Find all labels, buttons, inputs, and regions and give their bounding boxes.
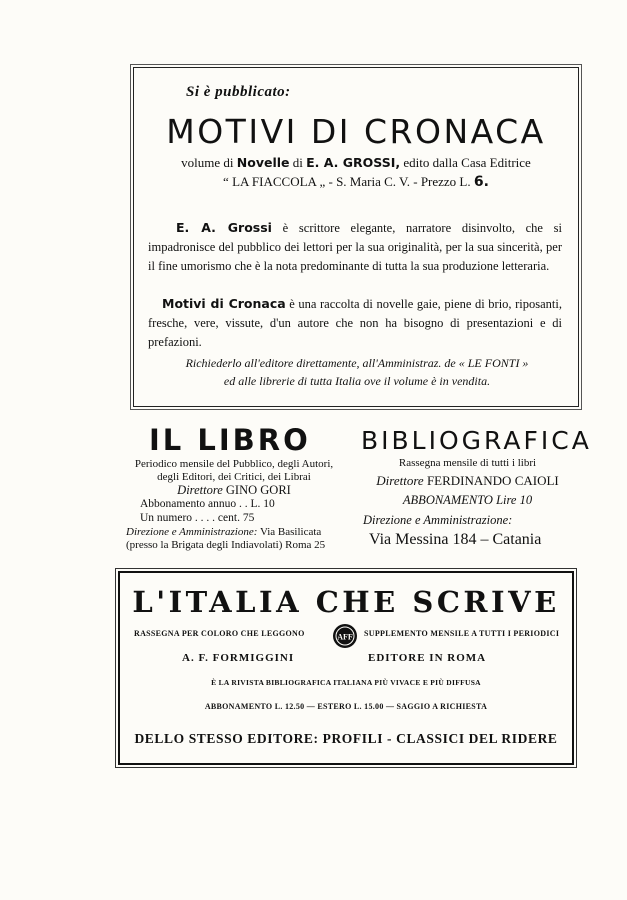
italia-title: L'ITALIA CHE SCRIVE bbox=[132, 585, 560, 619]
numero-row bbox=[140, 512, 254, 524]
numero-label: Un numero . . . . cent. bbox=[140, 512, 240, 524]
kicker: Si è pubblicato: bbox=[186, 84, 291, 100]
author-name: E. A. GROSSI, bbox=[306, 155, 401, 170]
bibliografica-title: BIBLIOGRAFICA bbox=[361, 426, 592, 455]
italia-che-scrive-advert bbox=[118, 571, 574, 765]
para1-text: è scrittore elegante, narratore disinvolto, che si impadronisce del pubblico dei lettori per la sua originalità, per la sua sincerità, per il fine umorismo che è la nota predominante di tutta la sua produzione letteraria. bbox=[148, 221, 563, 273]
closing-line-2: ed alle librerie di tutta Italia ove il volume è in vendita. bbox=[223, 374, 491, 388]
book-line-2 bbox=[134, 174, 578, 190]
para1-name: E. A. Grossi bbox=[176, 220, 272, 235]
bib-director-name: FERDINANDO CAIOLI bbox=[426, 473, 559, 488]
director-label: Direttore bbox=[177, 483, 223, 497]
bibliografica-subtitle: Rassegna mensile di tutti i libri bbox=[398, 457, 537, 469]
left-tagline: RASSEGNA PER COLORO CHE LEGGONO bbox=[134, 629, 305, 638]
editor-name: A. F. FORMIGGINI bbox=[182, 652, 295, 664]
right-tagline: SUPPLEMENTO MENSILE A TUTTI I PERIODICI bbox=[364, 629, 560, 638]
motivi-advert bbox=[133, 67, 579, 407]
abbonamento-value: 10 bbox=[263, 498, 275, 510]
bib-director-label: Direttore bbox=[376, 473, 424, 488]
paragraph-1 bbox=[148, 218, 562, 276]
abbonamento-label: Abbonamento annuo . . L. bbox=[140, 498, 261, 510]
book-title: MOTIVI DI CRONACA bbox=[166, 112, 546, 151]
publisher-line: “ LA FIACCOLA „ - S. Maria C. V. - Prezzo L. bbox=[223, 174, 471, 189]
formiggini-logo-icon bbox=[332, 623, 358, 649]
rivista-description: È LA RIVISTA BIBLIOGRAFICA ITALIANA PIÙ VIVACE E PIÙ DIFFUSA bbox=[211, 678, 481, 687]
editor-place: EDITORE IN ROMA bbox=[368, 652, 487, 664]
direzione-row bbox=[126, 526, 321, 538]
bibliografica-direzione: Direzione e Amministrazione: bbox=[363, 513, 513, 527]
il-libro-title: IL LIBRO bbox=[149, 423, 311, 457]
line1-novelle: Novelle bbox=[236, 155, 290, 170]
director-name: GINO GORI bbox=[225, 483, 291, 497]
il-libro-subtitle-1: Periodico mensile del Pubblico, degli Autori, bbox=[134, 458, 334, 470]
numero-value: 75 bbox=[242, 512, 255, 524]
line1-di: di bbox=[292, 155, 303, 170]
presso-row: (presso la Brigata degli Indiavolati) Roma 25 bbox=[126, 539, 326, 551]
prices-line: ABBONAMENTO L. 12.50 — ESTERO L. 15.00 — SAGGIO A RICHIESTA bbox=[204, 702, 488, 711]
bibliografica-director bbox=[355, 473, 580, 489]
paragraph-2 bbox=[148, 294, 562, 352]
bibliografica-abbonamento: ABBONAMENTO Lire 10 bbox=[402, 493, 533, 507]
line1-pre: volume di bbox=[181, 155, 234, 170]
il-libro-advert bbox=[118, 420, 350, 550]
direzione-label: Direzione e Amministrazione: bbox=[126, 526, 258, 538]
il-libro-director bbox=[118, 483, 350, 498]
para2-name: Motivi di Cronaca bbox=[162, 296, 286, 311]
price-value: 6. bbox=[473, 174, 489, 190]
para2-text: è una raccolta di novelle gaie, piene di brio, riposanti, fresche, vere, vissute, d'un autore che non ha bisogno di presentazioni e di prefazioni. bbox=[148, 297, 563, 349]
line1-post: edito dalla Casa Editrice bbox=[403, 155, 531, 170]
closing-line-1: Richiederlo all'editore direttamente, all'Amministraz. de « LE FONTI » bbox=[185, 356, 529, 370]
bibliografica-advert bbox=[355, 420, 592, 550]
book-line-1 bbox=[134, 155, 578, 171]
il-libro-subtitle-2: degli Editori, dei Critici, dei Librai bbox=[157, 471, 311, 483]
logo-text: AFF bbox=[337, 632, 353, 642]
bibliografica-address: Via Messina 184 – Catania bbox=[369, 531, 542, 548]
footer-line: DELLO STESSO EDITORE: PROFILI - CLASSICI DEL RIDERE bbox=[134, 731, 558, 746]
abbonamento-row bbox=[140, 498, 275, 510]
direzione-address: Via Basilicata bbox=[259, 526, 322, 538]
